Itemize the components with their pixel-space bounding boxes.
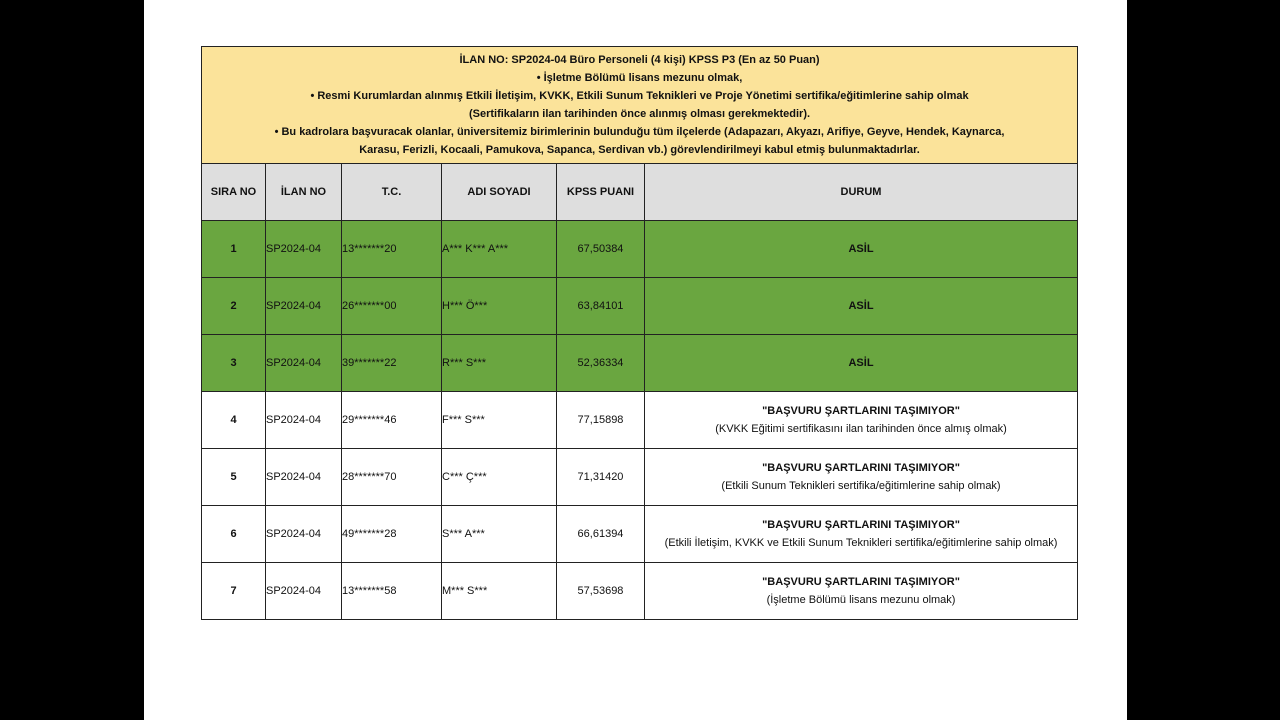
- header-durum: DURUM: [645, 164, 1078, 221]
- table-row: [202, 563, 1078, 620]
- table-row: [202, 506, 1078, 563]
- cell-adi-soyadi: H*** Ö***: [442, 278, 557, 335]
- cell-adi-soyadi: M*** S***: [442, 563, 557, 620]
- cell-ilan-no: SP2024-04: [266, 392, 342, 449]
- cell-kpss-puani: 77,15898: [557, 392, 645, 449]
- cell-sira-no: 4: [202, 392, 266, 449]
- table-row: [202, 335, 1078, 392]
- header-tc: T.C.: [342, 164, 442, 221]
- cell-ilan-no: SP2024-04: [266, 278, 342, 335]
- table-row: [202, 392, 1078, 449]
- cell-tc: 13*******58: [342, 563, 442, 620]
- status-label: "BAŞVURU ŞARTLARINI TAŞIMIYOR": [762, 461, 960, 474]
- cell-durum: ASİL: [645, 335, 1078, 392]
- announcement-title: İLAN NO: SP2024-04 Büro Personeli (4 kişi) KPSS P3 (En az 50 Puan): [459, 54, 820, 66]
- cell-kpss-puani: 67,50384: [557, 221, 645, 278]
- cell-ilan-no: SP2024-04: [266, 335, 342, 392]
- cell-kpss-puani: 71,31420: [557, 449, 645, 506]
- table-row: [202, 278, 1078, 335]
- cell-durum: ASİL: [645, 278, 1078, 335]
- cell-sira-no: 3: [202, 335, 266, 392]
- table-row: [202, 449, 1078, 506]
- cell-tc: 26*******00: [342, 278, 442, 335]
- cell-durum: [645, 563, 1078, 620]
- document-page: [144, 0, 1127, 720]
- table-header-row: [202, 164, 1078, 221]
- table-row: [202, 221, 1078, 278]
- cell-sira-no: 6: [202, 506, 266, 563]
- announcement-requirement: (Sertifikaların ilan tarihinden önce alınmış olması gerekmektedir).: [468, 108, 811, 120]
- announcement-box: [202, 47, 1078, 164]
- status-reason: (Etkili İletişim, KVKK ve Etkili Sunum Teknikleri sertifika/eğitimlerine sahip olmak): [664, 536, 1058, 549]
- header-sira-no: SIRA NO: [202, 164, 266, 221]
- status-label: "BAŞVURU ŞARTLARINI TAŞIMIYOR": [762, 404, 960, 417]
- cell-tc: 13*******20: [342, 221, 442, 278]
- results-table: [201, 46, 1078, 620]
- cell-ilan-no: SP2024-04: [266, 563, 342, 620]
- cell-durum: [645, 506, 1078, 563]
- cell-durum: ASİL: [645, 221, 1078, 278]
- announcement-requirement: • Bu kadrolara başvuracak olanlar, üniversitemiz birimlerinin bulunduğu tüm ilçelerde (Adapazarı, Akyazı, Arifiye, Geyve, Hendek, Kaynarca,: [274, 126, 1005, 138]
- status-reason: (İşletme Bölümü lisans mezunu olmak): [766, 593, 956, 606]
- status-reason: (KVKK Eğitimi sertifikasını ilan tarihinden önce almış olmak): [715, 422, 1007, 435]
- cell-kpss-puani: 52,36334: [557, 335, 645, 392]
- cell-adi-soyadi: R*** S***: [442, 335, 557, 392]
- announcement-requirement: • Resmi Kurumlardan alınmış Etkili İletişim, KVKK, Etkili Sunum Teknikleri ve Proje Yönetimi sertifika/eğitimlerine sahip olmak: [310, 90, 969, 102]
- header-ilan-no: İLAN NO: [266, 164, 342, 221]
- status-label: "BAŞVURU ŞARTLARINI TAŞIMIYOR": [762, 518, 960, 531]
- cell-kpss-puani: 57,53698: [557, 563, 645, 620]
- header-adi-soyadi: ADI SOYADI: [442, 164, 557, 221]
- cell-tc: 39*******22: [342, 335, 442, 392]
- cell-durum: [645, 449, 1078, 506]
- status-label: "BAŞVURU ŞARTLARINI TAŞIMIYOR": [762, 575, 960, 588]
- cell-kpss-puani: 63,84101: [557, 278, 645, 335]
- announcement-row: [202, 47, 1078, 164]
- cell-adi-soyadi: C*** Ç***: [442, 449, 557, 506]
- cell-tc: 49*******28: [342, 506, 442, 563]
- cell-tc: 28*******70: [342, 449, 442, 506]
- status-reason: (Etkili Sunum Teknikleri sertifika/eğitimlerine sahip olmak): [721, 479, 1001, 492]
- announcement-requirement: • İşletme Bölümü lisans mezunu olmak,: [536, 72, 743, 84]
- cell-durum: [645, 392, 1078, 449]
- cell-sira-no: 5: [202, 449, 266, 506]
- cell-sira-no: 1: [202, 221, 266, 278]
- cell-kpss-puani: 66,61394: [557, 506, 645, 563]
- cell-ilan-no: SP2024-04: [266, 449, 342, 506]
- cell-adi-soyadi: F*** S***: [442, 392, 557, 449]
- cell-tc: 29*******46: [342, 392, 442, 449]
- cell-adi-soyadi: A*** K*** A***: [442, 221, 557, 278]
- cell-ilan-no: SP2024-04: [266, 221, 342, 278]
- announcement-requirement: Karasu, Ferizli, Kocaali, Pamukova, Sapanca, Serdivan vb.) görevlendirilmeyi kabul etmiş bulunmaktadırlar.: [359, 144, 920, 156]
- cell-sira-no: 7: [202, 563, 266, 620]
- header-kpss-puani: KPSS PUANI: [557, 164, 645, 221]
- cell-adi-soyadi: S*** A***: [442, 506, 557, 563]
- cell-sira-no: 2: [202, 278, 266, 335]
- cell-ilan-no: SP2024-04: [266, 506, 342, 563]
